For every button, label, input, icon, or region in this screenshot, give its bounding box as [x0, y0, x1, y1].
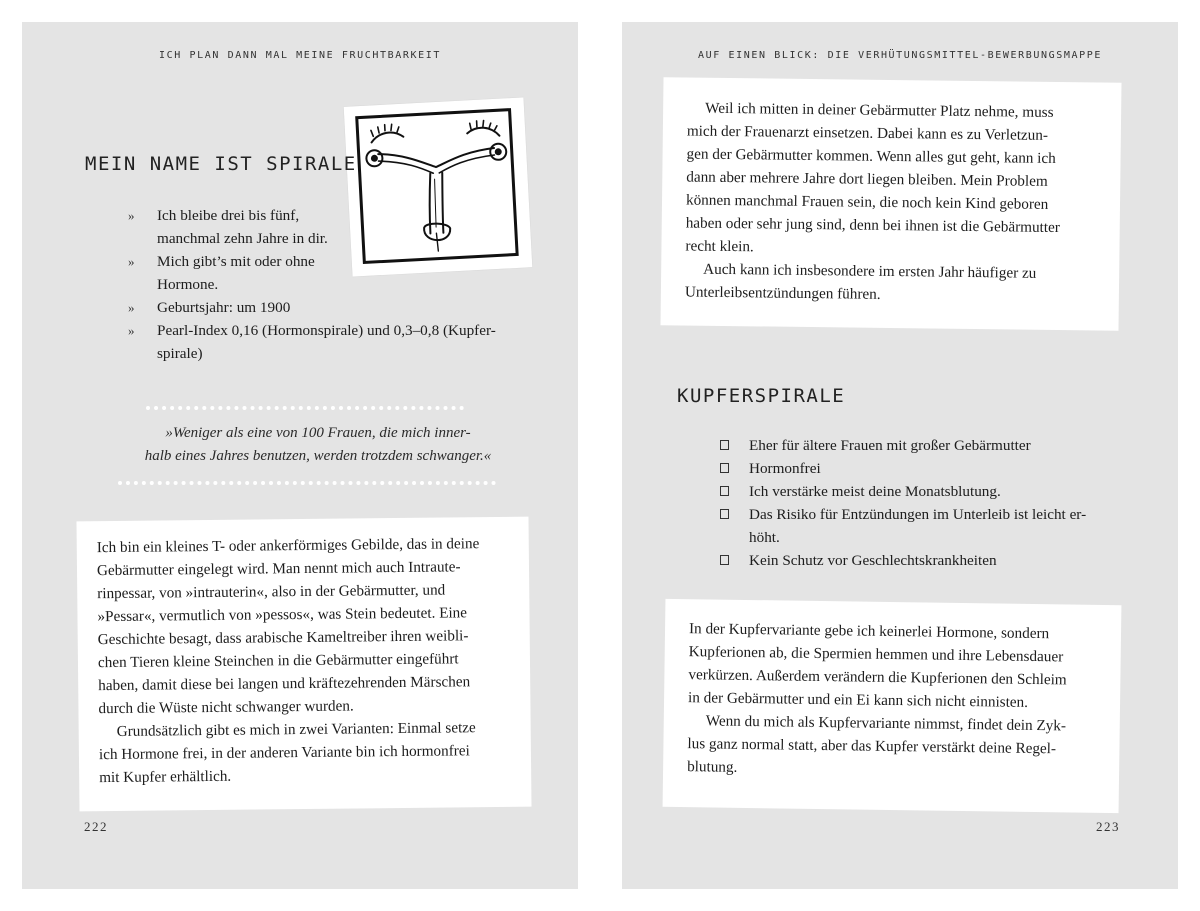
checklist-text: Das Risiko für Entzündungen im Unterleib ist leicht er- — [749, 506, 1087, 523]
list-item — [128, 319, 528, 342]
bullet-marker: » — [128, 300, 135, 315]
card-line: Unterleibsentzündungen führen. — [684, 283, 881, 303]
card-line: Ich bin ein kleines T- oder ankerförmiges Gebilde, das in deine — [96, 535, 480, 557]
card-line: dann aber mehrere Jahre dort liegen bleiben. Mein Problem — [686, 168, 1048, 190]
card-line: haben oder sehr jung sind, denn bei ihnen ist die Gebärmutter — [685, 214, 1060, 237]
card-line: In der Kupfervariante gebe ich keinerlei Hormone, sondern — [688, 620, 1050, 643]
card-line: Grundsätzlich gibt es mich in zwei Varianten: Einmal setze — [116, 719, 476, 740]
fact-text: Pearl-Index 0,16 (Hormonspirale) und 0,3–0,8 (Kupfer- — [157, 322, 496, 339]
right-page — [622, 22, 1178, 889]
heading-spirale: MEIN NAME IST SPIRALE — [85, 153, 357, 175]
quote-line: »Weniger als eine von 100 Frauen, die mich inner- — [165, 425, 471, 441]
fact-text: spirale) — [157, 345, 203, 362]
left-page — [22, 22, 578, 889]
dotted-divider-bottom — [118, 481, 496, 485]
bottom-card — [663, 599, 1122, 813]
card-line: Geschichte besagt, dass arabische Kameltreiber ihren weibli- — [97, 627, 469, 649]
card-line: verkürzen. Außerdem verändern die Kupferionen den Schleim — [688, 666, 1067, 689]
list-item — [128, 273, 528, 296]
running-head-right: AUF EINEN BLICK: DIE VERHÜTUNGSMITTEL-BEWERBUNGSMAPPE — [698, 50, 1102, 61]
list-item — [720, 480, 1120, 503]
list-item — [720, 526, 1120, 549]
fact-text: Hormone. — [157, 276, 219, 293]
card-line: »Pessar«, vermutlich von »pessos«, was Stein bedeutet. Eine — [97, 604, 468, 626]
copper-checklist — [720, 434, 1120, 572]
list-item — [720, 434, 1120, 457]
list-item — [128, 296, 528, 319]
card-line: blutung. — [687, 758, 738, 776]
checkbox-icon — [720, 463, 729, 473]
card-line: Wenn du mich als Kupfervariante nimmst, findet dein Zyk- — [705, 712, 1067, 735]
checkbox-icon — [720, 486, 729, 496]
top-card — [661, 77, 1122, 331]
list-item — [128, 250, 528, 273]
dotted-divider-top — [146, 406, 464, 410]
card-line: können manchmal Frauen sein, die noch kein Kind geboren — [685, 191, 1049, 213]
checklist-text: Hormonfrei — [749, 460, 821, 477]
card-line: Kupferionen ab, die Spermien hemmen und ihre Lebensdauer — [688, 643, 1064, 666]
bullet-marker: » — [128, 254, 135, 269]
card-line: Auch kann ich insbesondere im ersten Jahr häufiger zu — [703, 260, 1037, 282]
card-line: Weil ich mitten in deiner Gebärmutter Platz nehme, muss — [705, 99, 1054, 121]
running-head-left: ICH PLAN DANN MAL MEINE FRUCHTBARKEIT — [159, 50, 441, 61]
card-line: rinpessar, von »intrauterin«, also in der Gebärmutter, und — [97, 581, 446, 603]
list-item — [128, 227, 528, 250]
card-line: ich Hormone frei, in der anderen Variante bin ich hormonfrei — [98, 742, 470, 764]
card-line: mich der Frauenarzt einsetzen. Dabei kann es zu Verletzun- — [686, 122, 1049, 144]
card-line: chen Tieren kleine Steinchen in die Gebärmutter eingeführt — [97, 650, 459, 672]
bullet-marker: » — [128, 208, 135, 223]
page-number-right: 223 — [1096, 819, 1120, 834]
facts-list — [128, 204, 528, 365]
fact-text: Geburtsjahr: um 1900 — [157, 299, 291, 316]
fact-text: Ich bleibe drei bis fünf, — [157, 207, 300, 224]
card-line: gen der Gebärmutter kommen. Wenn alles gut geht, kann ich — [686, 145, 1056, 168]
card-line: recht klein. — [685, 237, 754, 256]
list-item — [720, 503, 1120, 526]
heading-kupferspirale: KUPFERSPIRALE — [677, 385, 846, 407]
checkbox-icon — [720, 440, 729, 450]
quote-line: halb eines Jahres benutzen, werden trotzdem schwanger.« — [144, 448, 492, 464]
bullet-marker: » — [128, 323, 135, 338]
page-number-left: 222 — [84, 819, 108, 834]
card-line: lus ganz normal statt, aber das Kupfer verstärkt deine Regel- — [687, 735, 1057, 758]
pull-quote — [118, 422, 518, 468]
card-line: durch die Wüste nicht schwanger wurden. — [98, 697, 354, 718]
checklist-text: Ich verstärke meist deine Monatsblutung. — [749, 483, 1001, 500]
fact-text: Mich gibt’s mit oder ohne — [157, 253, 315, 270]
checklist-text: Eher für ältere Frauen mit großer Gebärmutter — [749, 437, 1031, 454]
intro-card — [76, 517, 531, 812]
card-line: Gebärmutter eingelegt wird. Man nennt mich auch Intraute- — [96, 558, 461, 580]
checkbox-icon — [720, 509, 729, 519]
checkbox-icon — [720, 555, 729, 565]
fact-text: manchmal zehn Jahre in dir. — [157, 230, 328, 247]
list-item — [720, 549, 1120, 572]
checklist-text: höht. — [749, 529, 780, 546]
card-line: in der Gebärmutter und ein Ei kann sich nicht einnisten. — [687, 689, 1029, 711]
checklist-text: Kein Schutz vor Geschlechtskrankheiten — [749, 552, 997, 569]
list-item — [720, 457, 1120, 480]
list-item — [128, 204, 528, 227]
card-line: mit Kupfer erhältlich. — [99, 767, 232, 787]
card-line: haben, damit diese bei langen und kräftezehrenden Märschen — [98, 673, 471, 695]
list-item — [128, 342, 528, 365]
